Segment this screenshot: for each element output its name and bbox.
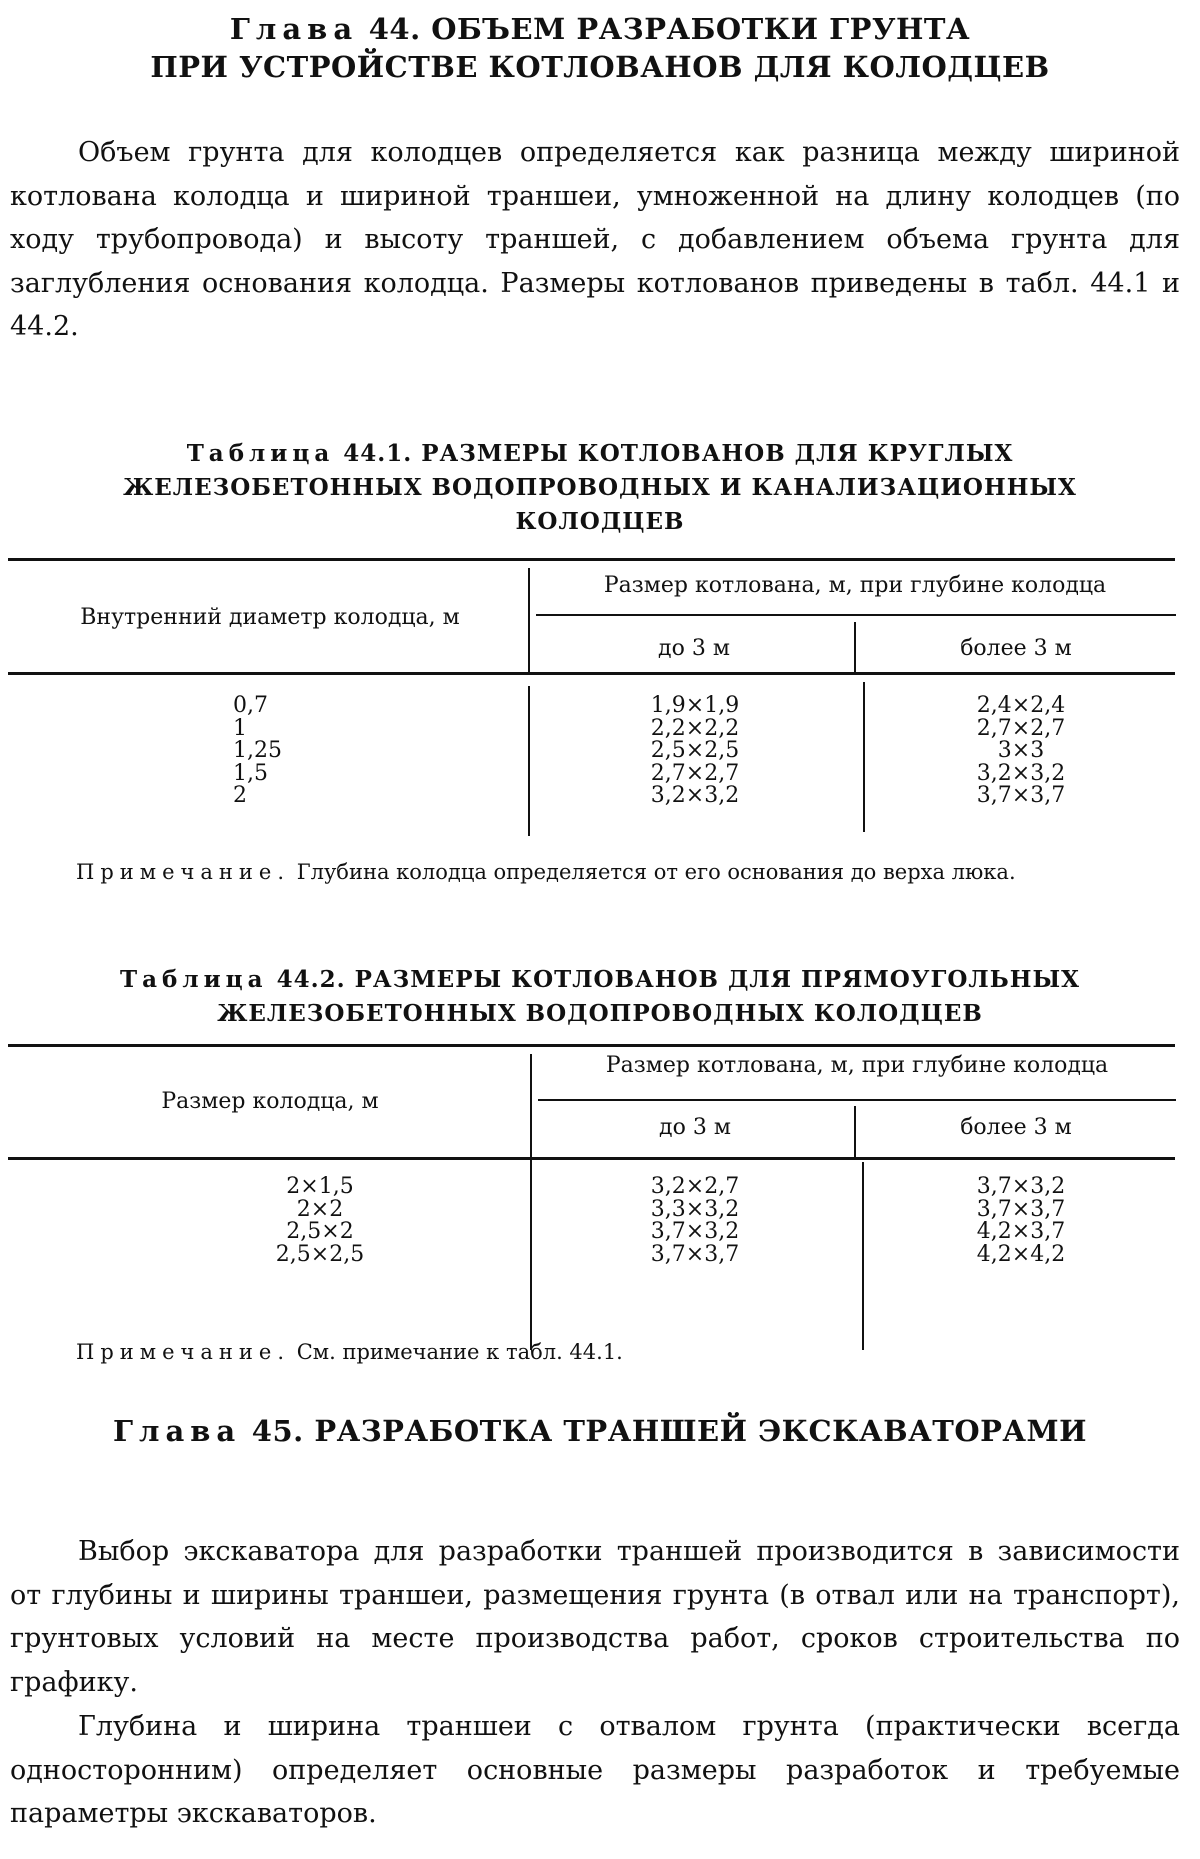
table-1-subheader-divider [854, 622, 856, 672]
chapter-44-paragraph [10, 131, 1180, 349]
table-1-row-cell-col2: 2,7×2,7 [650, 760, 740, 786]
table-2-body-divider-2 [862, 1162, 864, 1350]
table-1-row-cell-col3: 2,4×2,4 [976, 693, 1066, 718]
table-2-header-sub1: до 3 м [659, 1115, 731, 1140]
chapter-label: Глава [229, 12, 359, 46]
table-2-caption-line2: ЖЕЛЕЗОБЕТОННЫХ ВОДОПРОВОДНЫХ КОЛОДЦЕВ [217, 1000, 983, 1027]
table-1-row-cell-col3: 3,7×3,7 [976, 783, 1066, 808]
table-2-caption-line1 [0, 962, 1200, 998]
table-2-row-cell-col2: 3,2×2,7 [650, 1174, 740, 1199]
chapter-45-heading [0, 1412, 1200, 1450]
table-1-caption-line3: КОЛОДЦЕВ [515, 508, 685, 535]
table-1-header-sub2: более 3 м [960, 636, 1072, 661]
table-2-header-sub2: более 3 м [960, 1115, 1072, 1140]
table-1-row-cell-col1: 0,7 [233, 693, 268, 718]
table-1-row-cell-col3: 3×3 [997, 738, 1045, 763]
table-2-header-group: Размер котлована, м, при глубине колодца [605, 1053, 1109, 1078]
caption-label: Таблица [120, 966, 268, 993]
table-2-row-cell-col1: 2,5×2,5 [275, 1241, 365, 1267]
chapter-title: 44. ОБЪЕМ РАЗРАБОТКИ ГРУНТА [368, 12, 971, 46]
chapter-label: Глава [112, 1414, 242, 1448]
table-1-caption-line1 [0, 436, 1200, 472]
table-1-header-col1: Внутренний диаметр колодца, м [80, 605, 460, 630]
paragraph-text: Выбор экскаватора для разработки траншей производится в зависимости от глубины и ширины траншеи, размещения грунта (в отвал или на транспорт), грунтовых условий на месте производства работ, сроков строительства по графику. [10, 1536, 1180, 1698]
paragraph-text: Объем грунта для колодцев определяется как разница между шириной котлована колодца и шириной траншеи, умноженной на длину колодцев (по ходу трубопровода) и высоту траншей, с добавлением объема грунта для заглубления основания колодца. Размеры котлованов приведены в табл. 44.1 и 44.2. [10, 137, 1180, 342]
table-2-row-cell-col3: 4,2×4,2 [976, 1241, 1066, 1267]
table-1-header-group: Размер котлована, м, при глубине колодца [603, 573, 1107, 598]
table-2-header-subrule [538, 1099, 1176, 1101]
caption-text: 44.1. РАЗМЕРЫ КОТЛОВАНОВ ДЛЯ КРУГЛЫХ [343, 440, 1014, 467]
table-2-header-col1: Размер колодца, м [161, 1089, 379, 1114]
table-2-row-cell-col1: 2×1,5 [286, 1174, 354, 1199]
table-1-row-cell-col2: 3,2×3,2 [650, 783, 740, 808]
table-1-note [8, 856, 1178, 888]
chapter-44-heading-line1 [0, 10, 1200, 48]
caption-text: 44.2. РАЗМЕРЫ КОТЛОВАНОВ ДЛЯ ПРЯМОУГОЛЬНЫХ [276, 966, 1080, 993]
table-2-row-cell-col2: 3,7×3,7 [650, 1241, 740, 1267]
table-1-header-subrule [536, 614, 1176, 616]
chapter-45-paragraph-1 [10, 1530, 1180, 1704]
table-1-header-bottom-rule [8, 672, 1175, 675]
table-1-row-cell-col2: 2,5×2,5 [650, 738, 740, 763]
table-2-row-cell-col3: 4,2×3,7 [976, 1219, 1066, 1244]
table-2-row-cell-col2: 3,7×3,2 [650, 1219, 740, 1244]
table-1-row-cell-col3: 2,7×2,7 [976, 715, 1066, 741]
note-label: Примечание. [76, 860, 291, 884]
table-1-caption-line2: ЖЕЛЕЗОБЕТОННЫХ ВОДОПРОВОДНЫХ И КАНАЛИЗАЦИОННЫХ [123, 474, 1077, 501]
note-text: См. примечание к табл. 44.1. [296, 1340, 623, 1364]
table-2-row-cell-col3: 3,7×3,7 [976, 1196, 1066, 1222]
table-2-top-rule [8, 1044, 1175, 1047]
table-2-header-bottom-rule [8, 1157, 1175, 1160]
chapter-44-heading-line2: ПРИ УСТРОЙСТВЕ КОТЛОВАНОВ ДЛЯ КОЛОДЦЕВ [150, 50, 1050, 84]
table-1-row-cell-col3: 3,2×3,2 [976, 760, 1066, 786]
note-label: Примечание. [76, 1340, 291, 1364]
chapter-45-paragraph-2 [10, 1705, 1180, 1836]
table-2-row-cell-col3: 3,7×3,2 [976, 1174, 1066, 1199]
table-1-row-cell-col1: 2 [233, 783, 247, 808]
table-1-row-cell-col1: 1,25 [233, 738, 282, 763]
table-2-row-cell-col1: 2,5×2 [286, 1219, 354, 1244]
table-2-row-cell-col2: 3,3×3,2 [650, 1196, 740, 1222]
caption-label: Таблица [186, 440, 335, 467]
table-1-row-cell-col1: 1 [233, 715, 247, 741]
table-2-note [8, 1336, 1178, 1368]
table-2-subheader-divider [854, 1106, 856, 1160]
table-1-header-sub1: до 3 м [658, 636, 730, 661]
note-text: Глубина колодца определяется от его основания до верха люка. [296, 860, 1016, 884]
table-1-body-divider-2 [863, 682, 865, 832]
table-1-header-divider [528, 568, 530, 672]
table-1-row-cell-col2: 1,9×1,9 [650, 693, 740, 718]
table-2-row-cell-col1: 2×2 [296, 1196, 344, 1222]
chapter-title: 45. РАЗРАБОТКА ТРАНШЕЙ ЭКСКАВАТОРАМИ [251, 1414, 1088, 1448]
paragraph-text: Глубина и ширина траншеи с отвалом грунта (практически всегда односторонним) определяет основные размеры разработок и требуемые параметры экскаваторов. [10, 1711, 1180, 1829]
table-1-top-rule [8, 558, 1175, 561]
table-1-row-cell-col2: 2,2×2,2 [650, 715, 740, 741]
table-1-row-cell-col1: 1,5 [233, 760, 268, 786]
